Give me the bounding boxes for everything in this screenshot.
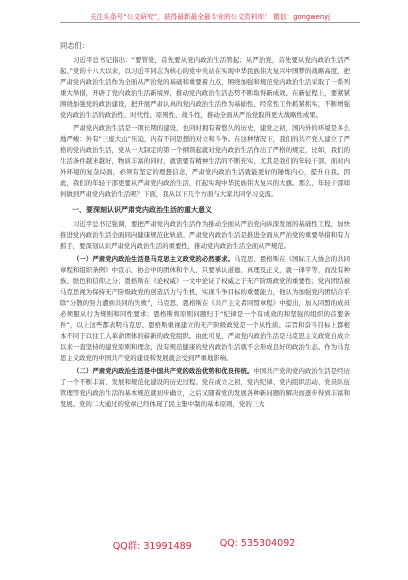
header-banner xyxy=(60,10,360,23)
document-body xyxy=(60,40,350,412)
paragraph: 习近平总书记指出：“要管党，首先要从党内政治生活管起；从严治党，首先要从党内政治生活严起。”党的十八大以来，以习近平同志为核心的党中央站在实现中华民族伟大复兴中国梦的战略高度，把严肃党内政治生活作为全面从严治党的基础和重要着力点，围绕加强和规范党内政治生活采取了一系列重大举措，开辟了党内政治生活新境界，推动党内政治生活态势不断取得新成效。在新征程上，要紧紧围绕加强党的政治建设，把开展严肃认真的党内政治生活作为基础性、经常性工作抓紧抓实，不断增强党内政治生活的政治性、时代性、原则性、战斗性，推动全面从严治党取得更大战略性成果。 xyxy=(60,56,350,119)
qq-number: QQ: 535304092 xyxy=(219,538,296,549)
subsection-heading: （二）严肃党内政治生活是中国共产党的政治优势和优良传统。 xyxy=(73,367,254,375)
footer-contact xyxy=(0,538,408,552)
subsection-text: 马克思、恩格斯在《国际工人协会的共同章程和组织条例》中宣示，协会中的团体和个人，只要承认道德、真理及正义，就一律平等，而没有种族、肤色和信仰之分；恩格斯在《论权威》一文中论证了权威之于无产阶级政党的重要性；党内团结被马克思视为保持无产阶级政党的创造活力与生机，实现斗争目标的重要能力，他认为加强党内团结合乎除“分散的努力遭到共同的失败”，马克思、恩格斯在《共产主义者同盟章程》中提出，加入同盟的成员必须服从行为规则和同性要求；恩格斯将原则问题归于“纪律是一个有成效的和坚强的组织的首要条件”，以上这些都表明马克思、恩格斯重视建立的无产阶级政党是一个从性质、宗旨和奋斗目标上都根本不同于以往工人革命团体的崭新的政党组织。由此可见，严肃党内政治生活是马克思主义政党自成立以来一直坚持的建党原则和理念，没有规范健康的党内政治生活就不会形成良好的政治生态。作为马克思主义政党的中国共产党的建设和发展就会受到严重地影响。 xyxy=(60,255,351,362)
qq-group: QQ群: 31991489 xyxy=(112,541,192,552)
section-title: 一、要深刻认识严肃党内政治生活的重大意义 xyxy=(72,206,212,214)
subsection-heading: （一）严肃党内政治生活是马克思主义政党的必然要求。 xyxy=(73,255,235,263)
subsection xyxy=(60,254,350,364)
paragraph: 严肃党内政治生活是一项长期的建设，也同时拥有着悠久的历史，建党之初，国内外的环境是多么地严峻：外有“三座大山”压迫，内有不同思想的对立和斗争。在这种情况下，我们的共产党人建立了严格的党内政治生活，党从一大制定的第一个纲领起就对党内政治生活作出了严格的规定，比如，我们的生活条件越来越好，物质丰富的同时，就需要有精神生活的不断充实，尤其是我们的年轻干部，面对内外环境的复杂局面，必须有坚定的理想信念，严肃党内政治生活就能更好的锤炼内心，提升自我。因此，我们的年轻干部更要从严肃党内政治生活，扛起实现中华民族伟大复兴的大旗。那么，年轻干部如何做到严肃党内政治生活呢？下面，我从以下几个方面与大家共同学习交流。 xyxy=(60,124,350,198)
subsection xyxy=(60,366,350,410)
subsection-text: 中国共产党的党内政治生活是经历了一个不断丰富、发展和规范化建设的历史过程。党在成立之初，党内纪律、党内组织活动、党员队伍管理等党内政治生活的基本规范就初步确立，之后又随着党的发展各种新问题的解决而逐步得到丰富和发展。党的二大通过的党章已经体现了民主集中制的基本原则，党的三大 xyxy=(60,367,350,408)
banner-text: 关注头条号“公文研究”，获得最新最全最专业的公文资料库！ 微信：gongwenyj xyxy=(89,13,331,21)
paragraph: 习近平总书记强调，要把严肃党内政治生活作为推动全面从严治党向纵深发展的基础性工程，加快推进党内政治生活全面同向健康规范化轨道。严肃党内政治生活是推进全面从严治党的重要举措和有力抓手，要深刻认识严肃党内政治生活的重要性，推动党内政治生活全面从严规范。 xyxy=(60,220,350,250)
salutation: 同志们： xyxy=(60,41,89,50)
